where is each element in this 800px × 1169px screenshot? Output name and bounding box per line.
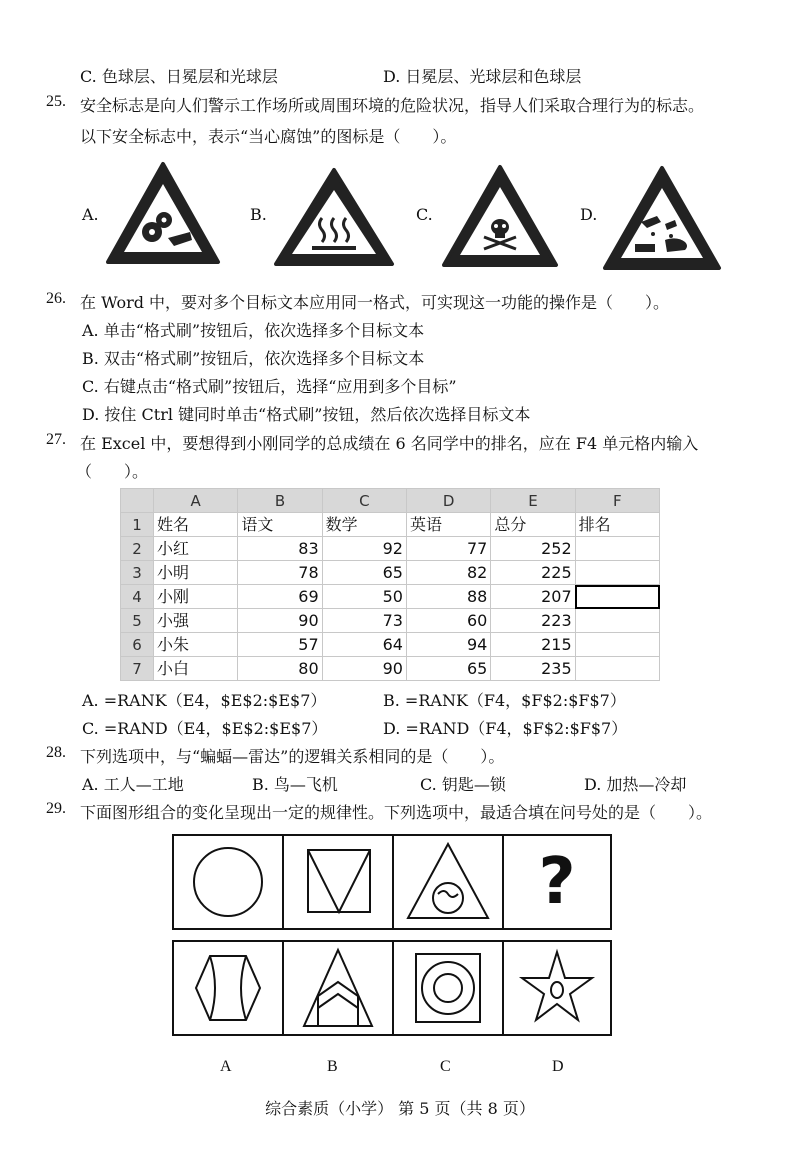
- corrosion-warning-icon: [601, 164, 723, 272]
- puzzle-label-c: C: [440, 1058, 451, 1075]
- hot-surface-warning-icon: [272, 166, 396, 268]
- cell: 215: [491, 633, 575, 657]
- circle-shape-icon: [174, 836, 282, 928]
- cell: [575, 657, 659, 681]
- col-header-c: C: [322, 489, 406, 513]
- table-row: [121, 609, 660, 633]
- row-header: 7: [121, 657, 154, 681]
- select-all-corner: [121, 489, 154, 513]
- q26-option-c: C. 右键点击“格式刷”按钮后，选择“应用到多个目标”: [82, 377, 457, 396]
- cell: 88: [406, 585, 490, 609]
- q28-stem: 下列选项中，与“蝙蝠—雷达”的逻辑关系相同的是（ ）。: [80, 747, 505, 766]
- row-header: 3: [121, 561, 154, 585]
- cell: 小白: [154, 657, 238, 681]
- cell: 50: [322, 585, 406, 609]
- q26-number: 26.: [46, 290, 66, 307]
- cell: 252: [491, 537, 575, 561]
- cell: 223: [491, 609, 575, 633]
- row-header: 4: [121, 585, 154, 609]
- cell: 57: [238, 633, 322, 657]
- cell: 小刚: [154, 585, 238, 609]
- cell: 83: [238, 537, 322, 561]
- cell: 数学: [322, 513, 406, 537]
- col-header-d: D: [406, 489, 490, 513]
- cell: 94: [406, 633, 490, 657]
- q27-stem-line1: 在 Excel 中，要想得到小刚同学的总成绩在 6 名同学中的排名，应在 F4 单元格内输入: [80, 434, 699, 453]
- row-header: 5: [121, 609, 154, 633]
- cell: 225: [491, 561, 575, 585]
- col-header-b: B: [238, 489, 322, 513]
- q25-label-d: D.: [580, 205, 598, 224]
- square-with-rings-icon: [394, 942, 502, 1034]
- hexagon-shape-icon: [174, 942, 282, 1034]
- cell: 80: [238, 657, 322, 681]
- row-header: 2: [121, 537, 154, 561]
- puzzle-cell-square-triangle: [282, 834, 394, 930]
- q28-option-b: B. 鸟—飞机: [252, 775, 338, 794]
- q28-option-a: A. 工人—工地: [82, 775, 184, 794]
- puzzle-cell-triangle-circle: [392, 834, 504, 930]
- q27-number: 27.: [46, 431, 66, 448]
- q29-stem: 下面图形组合的变化呈现出一定的规律性。下列选项中，最适合填在问号处的是（ ）。: [80, 803, 713, 822]
- table-row: [121, 633, 660, 657]
- cell: [575, 609, 659, 633]
- cell: 65: [322, 561, 406, 585]
- q25-stem-line2: 以下安全标志中，表示“当心腐蚀”的图标是（ ）。: [80, 127, 457, 146]
- cell: 207: [491, 585, 575, 609]
- row-header: 1: [121, 513, 154, 537]
- puzzle-label-b: B: [327, 1058, 338, 1075]
- cell: 78: [238, 561, 322, 585]
- cell: 92: [322, 537, 406, 561]
- selected-cell-f4: [575, 585, 659, 609]
- star-with-circle-icon: [504, 942, 610, 1034]
- q25-label-c: C.: [416, 205, 433, 224]
- table-row: [121, 585, 660, 609]
- cell: 64: [322, 633, 406, 657]
- q26-option-d: D. 按住 Ctrl 键同时单击“格式刷”按钮，然后依次选择目标文本: [82, 405, 531, 424]
- cell: 排名: [575, 513, 659, 537]
- table-row: [121, 537, 660, 561]
- cell: 69: [238, 585, 322, 609]
- cell: 小强: [154, 609, 238, 633]
- col-header-a: A: [154, 489, 238, 513]
- puzzle-cell-question: [502, 834, 612, 930]
- q25-stem-line1: 安全标志是向人们警示工作场所或周围环境的危险状况，指导人们采取合理行为的标志。: [80, 96, 705, 115]
- cell: 小朱: [154, 633, 238, 657]
- q29-number: 29.: [46, 800, 66, 817]
- table-row: [121, 657, 660, 681]
- q24-option-c: C. 色球层、日冕层和光球层: [80, 67, 278, 86]
- cell: 总分: [491, 513, 575, 537]
- q27-option-d: D. =RAND（F4，$F$2:$F$7）: [383, 719, 628, 738]
- q25-label-a: A.: [82, 205, 99, 224]
- cell: 姓名: [154, 513, 238, 537]
- table-row: [121, 513, 660, 537]
- gear-hand-warning-icon: [104, 160, 222, 268]
- puzzle-option-b-cell: [282, 940, 394, 1036]
- puzzle-option-c-cell: [392, 940, 504, 1036]
- cell: 语文: [238, 513, 322, 537]
- puzzle-option-d-cell: [502, 940, 612, 1036]
- cell: 90: [238, 609, 322, 633]
- q26-option-a: A. 单击“格式刷”按钮后，依次选择多个目标文本: [82, 321, 425, 340]
- q27-stem-line2: （ ）。: [76, 462, 149, 481]
- cell: 小明: [154, 561, 238, 585]
- puzzle-option-a-cell: [172, 940, 284, 1036]
- table-row: [121, 561, 660, 585]
- q25-label-b: B.: [250, 205, 267, 224]
- cell: 77: [406, 537, 490, 561]
- cell: 65: [406, 657, 490, 681]
- puzzle-cell-circle: [172, 834, 284, 930]
- cell: 英语: [406, 513, 490, 537]
- cell: 90: [322, 657, 406, 681]
- q26-stem: 在 Word 中，要对多个目标文本应用同一格式，可实现这一功能的操作是（ ）。: [80, 293, 670, 312]
- cell: [575, 633, 659, 657]
- q27-option-c: C. =RAND（E4，$E$2:$E$7）: [82, 719, 328, 738]
- q28-option-d: D. 加热—冷却: [584, 775, 687, 794]
- puzzle-label-d: D: [552, 1058, 564, 1075]
- q24-option-d: D. 日冕层、光球层和色球层: [383, 67, 582, 86]
- triangle-with-circle-icon: [394, 836, 502, 928]
- q27-option-a: A. =RANK（E4，$E$2:$E$7）: [82, 691, 327, 710]
- puzzle-label-a: A: [220, 1058, 232, 1075]
- col-header-e: E: [491, 489, 575, 513]
- col-header-f: F: [575, 489, 659, 513]
- cell: [575, 537, 659, 561]
- cell: 73: [322, 609, 406, 633]
- triangle-with-chevron-icon: [284, 942, 392, 1034]
- square-with-triangle-icon: [284, 836, 392, 928]
- q28-number: 28.: [46, 744, 66, 761]
- page-footer: 综合素质（小学） 第 5 页（共 8 页）: [265, 1099, 535, 1118]
- cell: [575, 561, 659, 585]
- q26-option-b: B. 双击“格式刷”按钮后，依次选择多个目标文本: [82, 349, 425, 368]
- poison-skull-warning-icon: [440, 163, 560, 269]
- cell: 235: [491, 657, 575, 681]
- cell: 小红: [154, 537, 238, 561]
- column-header-row: [121, 489, 660, 513]
- row-header: 6: [121, 633, 154, 657]
- q28-option-c: C. 钥匙—锁: [420, 775, 506, 794]
- cell: 60: [406, 609, 490, 633]
- excel-score-table: [120, 488, 660, 681]
- q25-number: 25.: [46, 93, 66, 110]
- cell: 82: [406, 561, 490, 585]
- question-mark: ?: [538, 845, 576, 919]
- q27-option-b: B. =RANK（F4，$F$2:$F$7）: [383, 691, 626, 710]
